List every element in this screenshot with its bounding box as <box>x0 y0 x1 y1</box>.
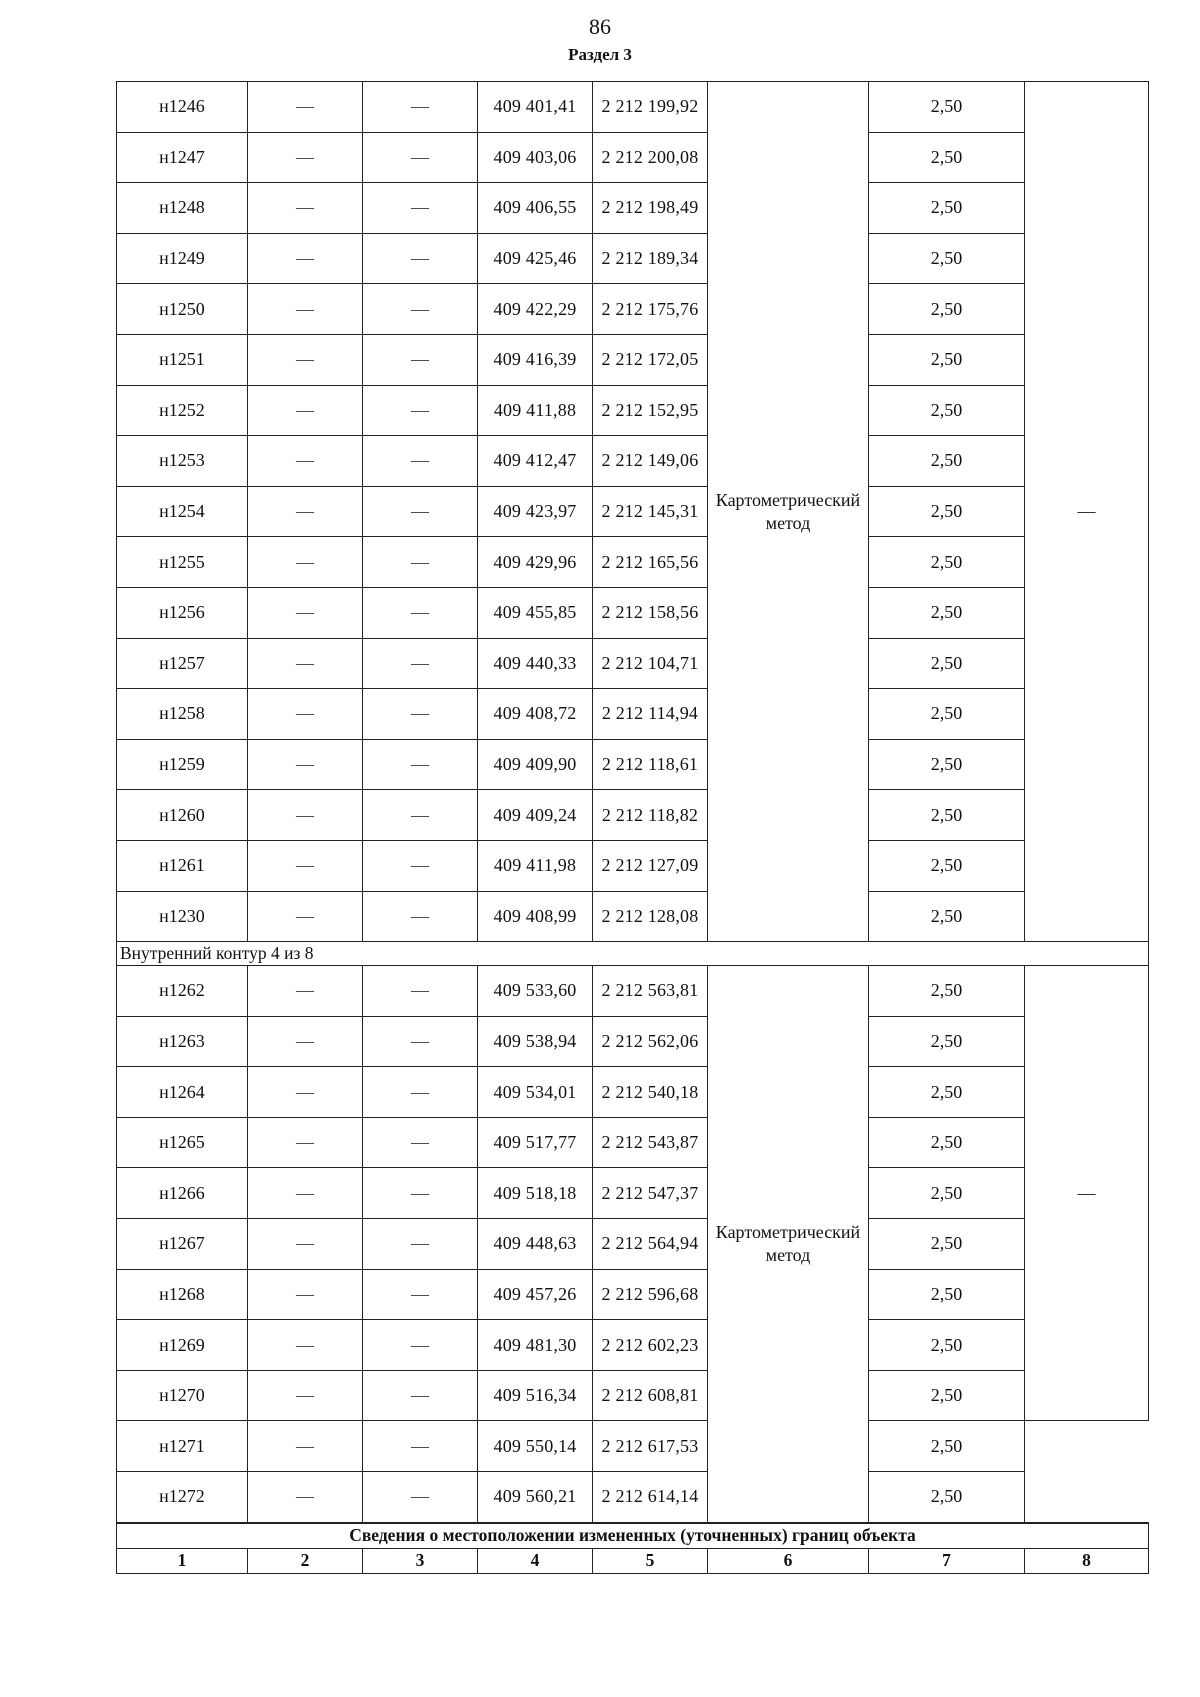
col2-dash: — <box>248 537 363 588</box>
accuracy-value: 2,50 <box>869 966 1025 1017</box>
col3-dash: — <box>363 966 478 1017</box>
accuracy-value: 2,50 <box>869 132 1025 183</box>
coord-x: 409 425,46 <box>478 233 593 284</box>
coord-y: 2 212 158,56 <box>593 587 708 638</box>
coord-y: 2 212 165,56 <box>593 537 708 588</box>
col3-dash: — <box>363 233 478 284</box>
table-row <box>117 638 1149 689</box>
point-number: н1255 <box>117 537 248 588</box>
table-row <box>117 1168 1149 1219</box>
table-row <box>117 334 1149 385</box>
col3-dash: — <box>363 1067 478 1118</box>
col2-dash: — <box>248 1269 363 1320</box>
table-row <box>117 1219 1149 1270</box>
col2-dash: — <box>248 1016 363 1067</box>
coord-x: 409 409,24 <box>478 790 593 841</box>
footer-title-row <box>117 1523 1149 1549</box>
table-row <box>117 1421 1149 1472</box>
accuracy-value: 2,50 <box>869 1168 1025 1219</box>
coord-y: 2 212 127,09 <box>593 840 708 891</box>
col3-dash: — <box>363 790 478 841</box>
coord-x: 409 408,72 <box>478 689 593 740</box>
coord-y: 2 212 540,18 <box>593 1067 708 1118</box>
accuracy-value: 2,50 <box>869 233 1025 284</box>
table-row <box>117 1067 1149 1118</box>
point-number: н1268 <box>117 1269 248 1320</box>
empty-col8 <box>1025 1421 1149 1523</box>
point-number: н1269 <box>117 1320 248 1371</box>
col3-dash: — <box>363 385 478 436</box>
col3-dash: — <box>363 82 478 133</box>
accuracy-value: 2,50 <box>869 537 1025 588</box>
table-row <box>117 183 1149 234</box>
col3-dash: — <box>363 1421 478 1472</box>
coord-x: 409 406,55 <box>478 183 593 234</box>
coord-x: 409 408,99 <box>478 891 593 942</box>
col2-dash: — <box>248 1472 363 1523</box>
table-row <box>117 689 1149 740</box>
coordinates-table <box>116 81 1149 1574</box>
point-number: н1253 <box>117 436 248 487</box>
accuracy-value: 2,50 <box>869 1421 1025 1472</box>
point-number: н1260 <box>117 790 248 841</box>
col2-dash: — <box>248 233 363 284</box>
col3-dash: — <box>363 739 478 790</box>
col3-dash: — <box>363 436 478 487</box>
coord-y: 2 212 145,31 <box>593 486 708 537</box>
coord-x: 409 518,18 <box>478 1168 593 1219</box>
method-cell: Картометрический метод <box>708 966 869 1523</box>
coord-x: 409 412,47 <box>478 436 593 487</box>
col3-dash: — <box>363 1472 478 1523</box>
col8-value: — <box>1025 82 1149 942</box>
point-number: н1261 <box>117 840 248 891</box>
table-row <box>117 1269 1149 1320</box>
col2-dash: — <box>248 891 363 942</box>
column-number: 8 <box>1025 1548 1149 1573</box>
coord-x: 409 455,85 <box>478 587 593 638</box>
coord-x: 409 403,06 <box>478 132 593 183</box>
method-cell: Картометрический метод <box>708 82 869 942</box>
coord-y: 2 212 200,08 <box>593 132 708 183</box>
section-title: Раздел 3 <box>568 45 632 64</box>
coord-x: 409 534,01 <box>478 1067 593 1118</box>
table-row <box>117 1117 1149 1168</box>
col2-dash: — <box>248 1067 363 1118</box>
col2-dash: — <box>248 1320 363 1371</box>
coord-x: 409 401,41 <box>478 82 593 133</box>
coord-x: 409 516,34 <box>478 1370 593 1421</box>
coord-x: 409 411,88 <box>478 385 593 436</box>
accuracy-value: 2,50 <box>869 1219 1025 1270</box>
col2-dash: — <box>248 334 363 385</box>
coord-x: 409 538,94 <box>478 1016 593 1067</box>
col2-dash: — <box>248 739 363 790</box>
point-number: н1250 <box>117 284 248 335</box>
table-row <box>117 1016 1149 1067</box>
accuracy-value: 2,50 <box>869 1067 1025 1118</box>
accuracy-value: 2,50 <box>869 1016 1025 1067</box>
coord-x: 409 560,21 <box>478 1472 593 1523</box>
coord-x: 409 481,30 <box>478 1320 593 1371</box>
accuracy-value: 2,50 <box>869 486 1025 537</box>
coord-y: 2 212 128,08 <box>593 891 708 942</box>
coord-y: 2 212 608,81 <box>593 1370 708 1421</box>
accuracy-value: 2,50 <box>869 82 1025 133</box>
table-row <box>117 233 1149 284</box>
point-number: н1246 <box>117 82 248 133</box>
column-number: 6 <box>708 1548 869 1573</box>
table-row <box>117 966 1149 1017</box>
accuracy-value: 2,50 <box>869 1117 1025 1168</box>
point-number: н1262 <box>117 966 248 1017</box>
point-number: н1254 <box>117 486 248 537</box>
col2-dash: — <box>248 436 363 487</box>
column-number: 2 <box>248 1548 363 1573</box>
accuracy-value: 2,50 <box>869 284 1025 335</box>
coord-y: 2 212 114,94 <box>593 689 708 740</box>
col2-dash: — <box>248 790 363 841</box>
coord-x: 409 517,77 <box>478 1117 593 1168</box>
coord-y: 2 212 543,87 <box>593 1117 708 1168</box>
coord-x: 409 411,98 <box>478 840 593 891</box>
point-number: н1257 <box>117 638 248 689</box>
table-row <box>117 436 1149 487</box>
coord-x: 409 409,90 <box>478 739 593 790</box>
col2-dash: — <box>248 587 363 638</box>
point-number: н1258 <box>117 689 248 740</box>
col3-dash: — <box>363 1269 478 1320</box>
col3-dash: — <box>363 1168 478 1219</box>
accuracy-value: 2,50 <box>869 689 1025 740</box>
accuracy-value: 2,50 <box>869 739 1025 790</box>
accuracy-value: 2,50 <box>869 790 1025 841</box>
point-number: н1266 <box>117 1168 248 1219</box>
coord-y: 2 212 617,53 <box>593 1421 708 1472</box>
point-number: н1230 <box>117 891 248 942</box>
coord-y: 2 212 175,76 <box>593 284 708 335</box>
accuracy-value: 2,50 <box>869 1269 1025 1320</box>
col3-dash: — <box>363 537 478 588</box>
accuracy-value: 2,50 <box>869 587 1025 638</box>
point-number: н1249 <box>117 233 248 284</box>
column-number: 4 <box>478 1548 593 1573</box>
accuracy-value: 2,50 <box>869 183 1025 234</box>
coord-x: 409 457,26 <box>478 1269 593 1320</box>
col2-dash: — <box>248 1370 363 1421</box>
coord-y: 2 212 614,14 <box>593 1472 708 1523</box>
col2-dash: — <box>248 1421 363 1472</box>
col3-dash: — <box>363 334 478 385</box>
coord-y: 2 212 547,37 <box>593 1168 708 1219</box>
table-row <box>117 537 1149 588</box>
point-number: н1270 <box>117 1370 248 1421</box>
column-number: 1 <box>117 1548 248 1573</box>
table-row <box>117 790 1149 841</box>
coord-y: 2 212 189,34 <box>593 233 708 284</box>
col2-dash: — <box>248 1219 363 1270</box>
accuracy-value: 2,50 <box>869 334 1025 385</box>
coord-y: 2 212 118,82 <box>593 790 708 841</box>
coord-x: 409 440,33 <box>478 638 593 689</box>
coord-y: 2 212 104,71 <box>593 638 708 689</box>
col3-dash: — <box>363 1219 478 1270</box>
coord-y: 2 212 596,68 <box>593 1269 708 1320</box>
col2-dash: — <box>248 183 363 234</box>
point-number: н1263 <box>117 1016 248 1067</box>
accuracy-value: 2,50 <box>869 1472 1025 1523</box>
table-row <box>117 486 1149 537</box>
col2-dash: — <box>248 385 363 436</box>
point-number: н1259 <box>117 739 248 790</box>
contour-label: Внутренний контур 4 из 8 <box>117 942 1149 966</box>
coord-y: 2 212 152,95 <box>593 385 708 436</box>
column-number: 5 <box>593 1548 708 1573</box>
accuracy-value: 2,50 <box>869 385 1025 436</box>
table-row <box>117 1320 1149 1371</box>
col2-dash: — <box>248 966 363 1017</box>
table-row <box>117 284 1149 335</box>
coord-y: 2 212 149,06 <box>593 436 708 487</box>
coord-x: 409 429,96 <box>478 537 593 588</box>
coord-x: 409 550,14 <box>478 1421 593 1472</box>
accuracy-value: 2,50 <box>869 436 1025 487</box>
col3-dash: — <box>363 689 478 740</box>
coord-x: 409 422,29 <box>478 284 593 335</box>
coord-y: 2 212 562,06 <box>593 1016 708 1067</box>
coord-y: 2 212 118,61 <box>593 739 708 790</box>
col3-dash: — <box>363 1370 478 1421</box>
table-row <box>117 587 1149 638</box>
col2-dash: — <box>248 132 363 183</box>
page-number: 86 <box>589 14 611 39</box>
table-row <box>117 1370 1149 1421</box>
point-number: н1267 <box>117 1219 248 1270</box>
accuracy-value: 2,50 <box>869 1320 1025 1371</box>
point-number: н1252 <box>117 385 248 436</box>
point-number: н1251 <box>117 334 248 385</box>
col3-dash: — <box>363 891 478 942</box>
col2-dash: — <box>248 840 363 891</box>
column-numbers-row <box>117 1548 1149 1573</box>
table-row <box>117 385 1149 436</box>
col3-dash: — <box>363 638 478 689</box>
coord-x: 409 533,60 <box>478 966 593 1017</box>
footer-title: Сведения о местоположении измененных (уточненных) границ объекта <box>117 1523 1149 1549</box>
point-number: н1248 <box>117 183 248 234</box>
col2-dash: — <box>248 1117 363 1168</box>
coord-y: 2 212 563,81 <box>593 966 708 1017</box>
col3-dash: — <box>363 1016 478 1067</box>
coord-x: 409 423,97 <box>478 486 593 537</box>
table-row <box>117 891 1149 942</box>
coord-y: 2 212 199,92 <box>593 82 708 133</box>
coord-y: 2 212 602,23 <box>593 1320 708 1371</box>
accuracy-value: 2,50 <box>869 638 1025 689</box>
col3-dash: — <box>363 486 478 537</box>
col2-dash: — <box>248 1168 363 1219</box>
point-number: н1247 <box>117 132 248 183</box>
col3-dash: — <box>363 132 478 183</box>
col8-value: — <box>1025 966 1149 1421</box>
point-number: н1271 <box>117 1421 248 1472</box>
coord-x: 409 448,63 <box>478 1219 593 1270</box>
point-number: н1265 <box>117 1117 248 1168</box>
col3-dash: — <box>363 1117 478 1168</box>
col3-dash: — <box>363 183 478 234</box>
column-number: 3 <box>363 1548 478 1573</box>
point-number: н1264 <box>117 1067 248 1118</box>
table-body <box>117 82 1149 1574</box>
table-row <box>117 132 1149 183</box>
table-row <box>117 739 1149 790</box>
col3-dash: — <box>363 284 478 335</box>
col2-dash: — <box>248 689 363 740</box>
col3-dash: — <box>363 840 478 891</box>
col2-dash: — <box>248 284 363 335</box>
point-number: н1272 <box>117 1472 248 1523</box>
col3-dash: — <box>363 1320 478 1371</box>
table-row <box>117 1472 1149 1523</box>
coord-y: 2 212 198,49 <box>593 183 708 234</box>
coord-y: 2 212 172,05 <box>593 334 708 385</box>
col2-dash: — <box>248 486 363 537</box>
col2-dash: — <box>248 638 363 689</box>
coord-x: 409 416,39 <box>478 334 593 385</box>
col3-dash: — <box>363 587 478 638</box>
contour-label-row <box>117 942 1149 966</box>
accuracy-value: 2,50 <box>869 1370 1025 1421</box>
accuracy-value: 2,50 <box>869 891 1025 942</box>
column-number: 7 <box>869 1548 1025 1573</box>
point-number: н1256 <box>117 587 248 638</box>
accuracy-value: 2,50 <box>869 840 1025 891</box>
table-row <box>117 82 1149 133</box>
table-row <box>117 840 1149 891</box>
col2-dash: — <box>248 82 363 133</box>
coord-y: 2 212 564,94 <box>593 1219 708 1270</box>
